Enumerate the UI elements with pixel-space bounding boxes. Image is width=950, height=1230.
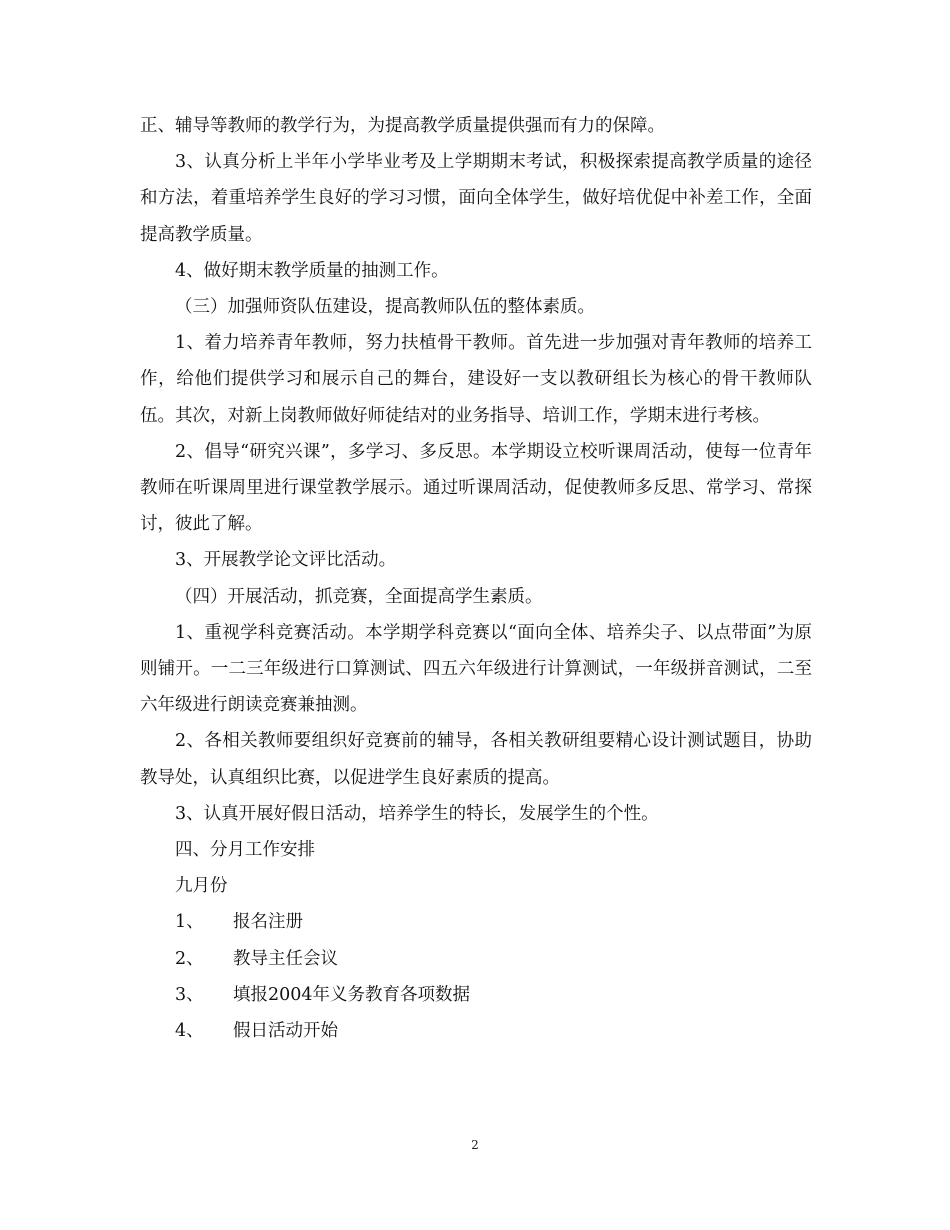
page-number: 2: [471, 1138, 479, 1152]
month-heading-september: 九月份: [175, 876, 228, 897]
paragraph-research: 2、倡导“研究兴课”，多学习、多反思。本学期设立校听课周活动，使每一位青年教师在听课周里进行课堂教学展示。通过听课周活动，促使教师多反思、常学习、常探讨，彼此了解。: [140, 441, 812, 535]
list-text: 填报2004年义务教育各项数据: [233, 984, 471, 1005]
list-number: 4、: [175, 1021, 204, 1042]
list-text: 教导主任会议: [233, 948, 338, 969]
section-heading-4: （四）开展活动，抓竞赛，全面提高学生素质。: [175, 586, 543, 607]
document-body: [140, 108, 812, 1049]
list-number: 1、: [175, 912, 204, 933]
paragraph-young-teachers: 1、着力培养青年教师，努力扶植骨干教师。首先进一步加强对青年教师的培养工作，给他们提供学习和展示自己的舞台，建设好一支以教研组长为核心的骨干教师队伍。其次，对新上岗教师做好师徒结对的业务指导、培训工作，学期末进行考核。: [140, 333, 812, 426]
paragraph-paper-contest: 3、开展教学论文评比活动。: [175, 550, 397, 571]
list-text: 报名注册: [233, 912, 303, 933]
paragraph-holiday: 3、认真开展好假日活动，培养学生的特长，发展学生的个性。: [175, 803, 659, 824]
paragraph-analysis: 3、认真分析上半年小学毕业考及上学期期末考试，积极探索提高教学质量的途径和方法，着重培养学生良好的学习习惯，面向全体学生，做好培优促中补差工作，全面提高教学质量。: [140, 152, 812, 245]
paragraph-coaching: 2、各相关教师要组织好竞赛前的辅导，各相关教研组要精心设计测试题目，协助教导处，认真组织比赛，以促进学生良好素质的提高。: [140, 731, 812, 788]
list-item: [140, 904, 812, 940]
list-item: [140, 977, 812, 1013]
list-item: [140, 1013, 812, 1049]
list-number: 3、: [175, 984, 204, 1005]
section-heading-3: （三）加强师资队伍建设，提高教师队伍的整体素质。: [175, 297, 595, 318]
list-text: 假日活动开始: [233, 1021, 338, 1042]
paragraph-continuation: 正、辅导等教师的教学行为，为提高教学质量提供强而有力的保障。: [140, 116, 665, 136]
list-number: 2、: [175, 948, 204, 969]
section-heading-monthly: 四、分月工作安排: [175, 840, 315, 861]
paragraph-competition: 1、重视学科竞赛活动。本学期学科竞赛以“面向全体、培养尖子、以点带面”为原则铺开。一二三年级进行口算测试、四五六年级进行计算测试，一年级拼音测试，二至六年级进行朗读竞赛兼抽测。: [140, 622, 812, 716]
paragraph-sampling: 4、做好期末教学质量的抽测工作。: [175, 260, 449, 281]
list-item: [140, 941, 812, 977]
